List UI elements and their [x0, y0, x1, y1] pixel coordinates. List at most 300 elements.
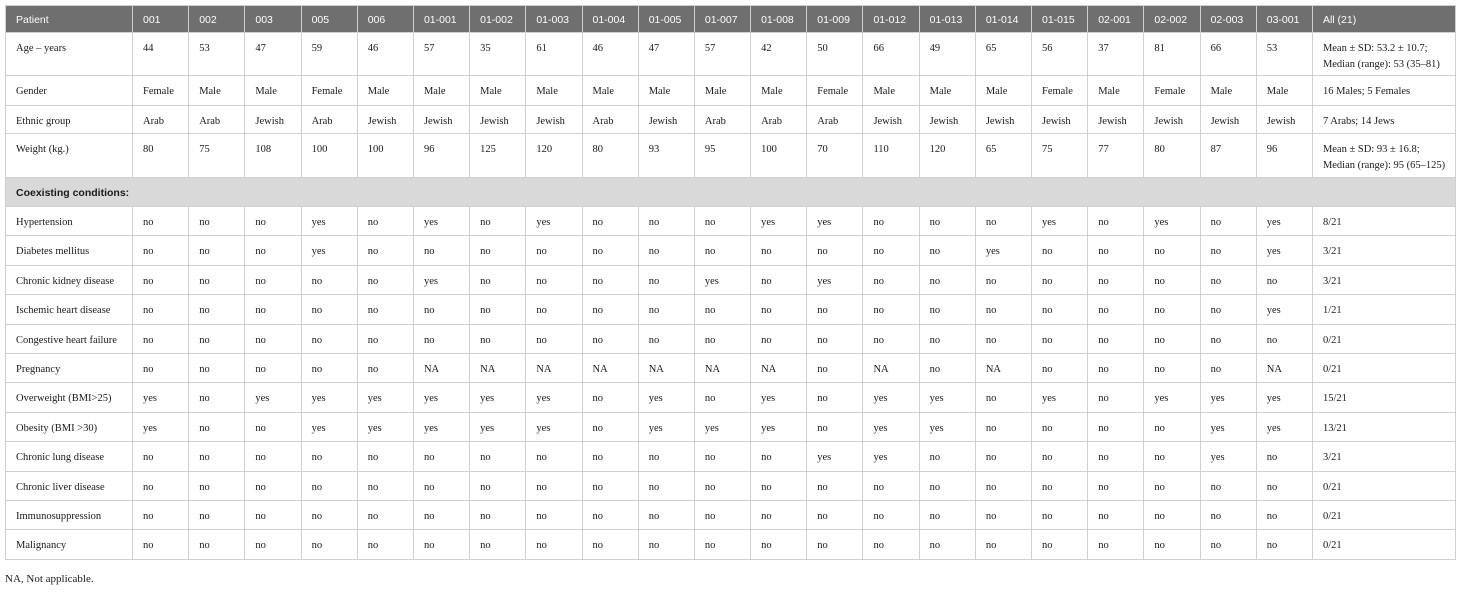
table-cell: no — [189, 324, 245, 353]
table-cell: no — [413, 324, 469, 353]
table-cell: no — [1032, 442, 1088, 471]
table-cell: no — [470, 471, 526, 500]
table-cell: yes — [357, 383, 413, 412]
summary-cell: 16 Males; 5 Females — [1312, 76, 1455, 106]
row-label: Malignancy — [6, 530, 133, 559]
table-cell: no — [1088, 324, 1144, 353]
summary-cell: 0/21 — [1312, 500, 1455, 529]
table-cell: yes — [638, 383, 694, 412]
header-patient-id: 01-007 — [694, 6, 750, 33]
table-cell: no — [245, 295, 301, 324]
condition-row — [6, 295, 1456, 324]
table-cell: 65 — [975, 33, 1031, 76]
table-cell: no — [638, 471, 694, 500]
table-cell: no — [1032, 265, 1088, 294]
condition-row — [6, 265, 1456, 294]
table-cell: Jewish — [919, 106, 975, 134]
table-cell: Arab — [751, 106, 807, 134]
demographic-row — [6, 76, 1456, 106]
header-patient-id: 01-003 — [526, 6, 582, 33]
table-cell: no — [863, 530, 919, 559]
table-cell: no — [357, 442, 413, 471]
header-patient-id: 01-005 — [638, 6, 694, 33]
table-cell: Male — [694, 76, 750, 106]
table-cell: no — [245, 412, 301, 441]
table-cell: no — [919, 500, 975, 529]
table-cell: NA — [863, 353, 919, 382]
header-patient-id: 01-013 — [919, 6, 975, 33]
table-cell: no — [582, 500, 638, 529]
table-cell: no — [1256, 530, 1312, 559]
table-cell: Female — [1032, 76, 1088, 106]
table-cell: Male — [245, 76, 301, 106]
table-cell: yes — [133, 412, 189, 441]
table-cell: Male — [863, 76, 919, 106]
table-cell: no — [863, 265, 919, 294]
table-cell: no — [807, 412, 863, 441]
table-cell: no — [245, 265, 301, 294]
table-cell: no — [189, 412, 245, 441]
table-cell: no — [133, 207, 189, 236]
table-cell: no — [582, 412, 638, 441]
row-label: Pregnancy — [6, 353, 133, 382]
table-cell: Male — [1200, 76, 1256, 106]
table-cell: Male — [1088, 76, 1144, 106]
table-cell: no — [919, 236, 975, 265]
summary-cell: Mean ± SD: 93 ± 16.8; Median (range): 95 (65–125) — [1312, 134, 1455, 178]
header-patient-id: 003 — [245, 6, 301, 33]
table-cell: no — [133, 500, 189, 529]
table-cell: no — [751, 442, 807, 471]
table-cell: yes — [526, 207, 582, 236]
table-cell: no — [189, 265, 245, 294]
table-cell: yes — [526, 412, 582, 441]
table-cell: 35 — [470, 33, 526, 76]
table-cell: no — [301, 265, 357, 294]
table-cell: no — [526, 295, 582, 324]
table-cell: no — [133, 353, 189, 382]
summary-cell: 3/21 — [1312, 265, 1455, 294]
table-cell: NA — [526, 353, 582, 382]
table-cell: yes — [1144, 383, 1200, 412]
table-cell: yes — [1256, 236, 1312, 265]
table-cell: no — [133, 236, 189, 265]
table-cell: no — [245, 353, 301, 382]
table-cell: 47 — [245, 33, 301, 76]
table-cell: no — [470, 324, 526, 353]
table-cell: no — [301, 530, 357, 559]
table-cell: yes — [526, 383, 582, 412]
table-cell: no — [1144, 353, 1200, 382]
table-cell: 70 — [807, 134, 863, 178]
table-cell: yes — [1256, 383, 1312, 412]
table-cell: no — [919, 442, 975, 471]
table-cell: no — [638, 236, 694, 265]
summary-cell: 0/21 — [1312, 324, 1455, 353]
table-cell: no — [807, 500, 863, 529]
table-cell: no — [863, 207, 919, 236]
table-cell: no — [1200, 500, 1256, 529]
table-cell: no — [413, 500, 469, 529]
table-cell: no — [301, 500, 357, 529]
table-cell: no — [807, 530, 863, 559]
table-cell: no — [975, 295, 1031, 324]
table-cell: no — [470, 207, 526, 236]
summary-cell: 1/21 — [1312, 295, 1455, 324]
table-cell: no — [133, 295, 189, 324]
table-cell: yes — [919, 412, 975, 441]
table-cell: no — [863, 236, 919, 265]
table-cell: no — [526, 324, 582, 353]
table-cell: no — [357, 530, 413, 559]
row-label: Diabetes mellitus — [6, 236, 133, 265]
table-cell: yes — [1144, 207, 1200, 236]
table-cell: no — [1144, 500, 1200, 529]
table-cell: 81 — [1144, 33, 1200, 76]
table-cell: 49 — [919, 33, 975, 76]
table-cell: no — [1200, 530, 1256, 559]
table-cell: 96 — [413, 134, 469, 178]
table-header-row — [6, 6, 1456, 33]
summary-cell: 0/21 — [1312, 530, 1455, 559]
table-cell: no — [975, 500, 1031, 529]
condition-row — [6, 324, 1456, 353]
table-cell: no — [1032, 530, 1088, 559]
table-cell: no — [133, 324, 189, 353]
table-cell: no — [413, 295, 469, 324]
table-cell: no — [1088, 295, 1144, 324]
table-cell: no — [301, 471, 357, 500]
table-cell: no — [638, 207, 694, 236]
table-cell: 80 — [133, 134, 189, 178]
header-patient-id: 01-012 — [863, 6, 919, 33]
table-cell: no — [357, 324, 413, 353]
summary-cell: 7 Arabs; 14 Jews — [1312, 106, 1455, 134]
condition-row — [6, 207, 1456, 236]
table-cell: no — [1088, 471, 1144, 500]
table-cell: 50 — [807, 33, 863, 76]
header-patient-id: 01-014 — [975, 6, 1031, 33]
table-cell: Jewish — [1200, 106, 1256, 134]
table-cell: yes — [1256, 295, 1312, 324]
table-container — [5, 5, 1455, 560]
table-cell: no — [413, 442, 469, 471]
table-cell: no — [694, 383, 750, 412]
table-cell: no — [638, 530, 694, 559]
summary-cell: 3/21 — [1312, 236, 1455, 265]
table-cell: 37 — [1088, 33, 1144, 76]
table-cell: Male — [470, 76, 526, 106]
table-cell: Jewish — [1032, 106, 1088, 134]
table-cell: no — [245, 207, 301, 236]
table-cell: yes — [301, 236, 357, 265]
table-cell: Jewish — [470, 106, 526, 134]
table-cell: no — [807, 324, 863, 353]
table-cell: no — [1088, 412, 1144, 441]
table-cell: no — [357, 471, 413, 500]
table-cell: no — [807, 236, 863, 265]
table-cell: no — [189, 471, 245, 500]
table-cell: no — [1032, 295, 1088, 324]
table-cell: no — [413, 471, 469, 500]
table-cell: Female — [1144, 76, 1200, 106]
table-cell: no — [470, 500, 526, 529]
table-cell: no — [975, 383, 1031, 412]
table-cell: Jewish — [975, 106, 1031, 134]
table-cell: no — [245, 530, 301, 559]
table-cell: no — [526, 471, 582, 500]
table-cell: no — [694, 207, 750, 236]
table-cell: no — [189, 530, 245, 559]
table-cell: no — [1144, 412, 1200, 441]
table-cell: no — [975, 412, 1031, 441]
table-cell: no — [189, 383, 245, 412]
table-cell: 87 — [1200, 134, 1256, 178]
table-cell: no — [133, 530, 189, 559]
table-cell: no — [582, 383, 638, 412]
table-cell: no — [694, 471, 750, 500]
table-cell: 120 — [526, 134, 582, 178]
header-patient: Patient — [6, 6, 133, 33]
table-cell: Female — [301, 76, 357, 106]
row-label: Weight (kg.) — [6, 134, 133, 178]
table-cell: no — [189, 442, 245, 471]
table-cell: no — [470, 265, 526, 294]
table-cell: yes — [807, 207, 863, 236]
table-cell: Male — [582, 76, 638, 106]
table-cell: no — [357, 265, 413, 294]
table-cell: no — [582, 530, 638, 559]
header-patient-id: 01-001 — [413, 6, 469, 33]
table-cell: no — [638, 265, 694, 294]
table-cell: yes — [413, 383, 469, 412]
row-label: Ethnic group — [6, 106, 133, 134]
table-cell: Jewish — [1088, 106, 1144, 134]
table-cell: no — [245, 324, 301, 353]
table-cell: no — [919, 295, 975, 324]
table-cell: yes — [470, 412, 526, 441]
table-cell: yes — [1256, 207, 1312, 236]
table-cell: Male — [189, 76, 245, 106]
table-cell: no — [357, 500, 413, 529]
table-cell: no — [1200, 471, 1256, 500]
table-cell: no — [1144, 324, 1200, 353]
table-cell: no — [751, 500, 807, 529]
table-cell: no — [1200, 295, 1256, 324]
table-cell: yes — [638, 412, 694, 441]
table-cell: no — [133, 471, 189, 500]
header-patient-id: 01-015 — [1032, 6, 1088, 33]
header-patient-id: 01-008 — [751, 6, 807, 33]
table-cell: no — [751, 295, 807, 324]
table-cell: NA — [582, 353, 638, 382]
row-label: Chronic kidney disease — [6, 265, 133, 294]
table-cell: 75 — [1032, 134, 1088, 178]
table-cell: no — [1032, 353, 1088, 382]
table-cell: NA — [751, 353, 807, 382]
table-cell: no — [751, 236, 807, 265]
table-cell: yes — [863, 442, 919, 471]
table-cell: yes — [1200, 383, 1256, 412]
table-cell: no — [1032, 412, 1088, 441]
table-cell: no — [1088, 236, 1144, 265]
table-cell: 42 — [751, 33, 807, 76]
table-cell: Arab — [189, 106, 245, 134]
table-cell: Jewish — [1144, 106, 1200, 134]
table-cell: 53 — [189, 33, 245, 76]
table-cell: 46 — [357, 33, 413, 76]
table-cell: no — [1032, 236, 1088, 265]
table-cell: Jewish — [638, 106, 694, 134]
table-cell: no — [975, 442, 1031, 471]
table-cell: no — [245, 236, 301, 265]
table-cell: no — [189, 295, 245, 324]
table-cell: no — [1256, 500, 1312, 529]
summary-cell: 0/21 — [1312, 471, 1455, 500]
table-cell: yes — [863, 383, 919, 412]
table-cell: no — [807, 295, 863, 324]
table-cell: yes — [1200, 442, 1256, 471]
table-footnote: NA, Not applicable. — [5, 573, 94, 585]
table-cell: NA — [1256, 353, 1312, 382]
table-cell: 56 — [1032, 33, 1088, 76]
row-label: Age – years — [6, 33, 133, 76]
table-cell: yes — [1032, 207, 1088, 236]
table-cell: no — [638, 324, 694, 353]
table-cell: no — [189, 500, 245, 529]
table-cell: NA — [638, 353, 694, 382]
section-label: Coexisting conditions: — [6, 178, 1456, 207]
table-cell: no — [1088, 530, 1144, 559]
table-cell: no — [694, 295, 750, 324]
table-cell: Male — [526, 76, 582, 106]
condition-row — [6, 236, 1456, 265]
table-cell: Jewish — [245, 106, 301, 134]
table-cell: 100 — [301, 134, 357, 178]
table-cell: no — [807, 471, 863, 500]
table-cell: no — [357, 353, 413, 382]
table-cell: no — [526, 442, 582, 471]
table-cell: no — [751, 265, 807, 294]
table-cell: no — [919, 265, 975, 294]
header-patient-id: 02-001 — [1088, 6, 1144, 33]
table-cell: no — [638, 500, 694, 529]
table-cell: 110 — [863, 134, 919, 178]
table-cell: yes — [751, 383, 807, 412]
header-patient-id: 005 — [301, 6, 357, 33]
table-cell: yes — [1256, 412, 1312, 441]
summary-cell: 13/21 — [1312, 412, 1455, 441]
table-cell: no — [919, 471, 975, 500]
table-cell: no — [1144, 236, 1200, 265]
table-cell: Male — [413, 76, 469, 106]
table-cell: no — [470, 530, 526, 559]
table-cell: no — [863, 295, 919, 324]
table-cell: no — [245, 471, 301, 500]
table-cell: no — [526, 236, 582, 265]
table-cell: Jewish — [413, 106, 469, 134]
table-cell: NA — [975, 353, 1031, 382]
summary-cell: 3/21 — [1312, 442, 1455, 471]
table-cell: Arab — [301, 106, 357, 134]
condition-row — [6, 500, 1456, 529]
header-patient-id: 001 — [133, 6, 189, 33]
condition-row — [6, 442, 1456, 471]
table-cell: NA — [694, 353, 750, 382]
condition-row — [6, 471, 1456, 500]
table-cell: 47 — [638, 33, 694, 76]
table-cell: Male — [751, 76, 807, 106]
table-cell: no — [807, 383, 863, 412]
table-cell: no — [189, 207, 245, 236]
table-cell: no — [975, 530, 1031, 559]
table-cell: no — [133, 442, 189, 471]
table-cell: yes — [975, 236, 1031, 265]
table-cell: 125 — [470, 134, 526, 178]
header-patient-id: 01-004 — [582, 6, 638, 33]
table-cell: Arab — [133, 106, 189, 134]
table-cell: 57 — [413, 33, 469, 76]
table-cell: no — [133, 265, 189, 294]
table-cell: no — [694, 236, 750, 265]
table-cell: yes — [301, 207, 357, 236]
table-cell: no — [1256, 442, 1312, 471]
table-cell: yes — [694, 412, 750, 441]
section-header-row — [6, 178, 1456, 207]
table-cell: yes — [133, 383, 189, 412]
table-cell: no — [638, 295, 694, 324]
table-cell: no — [694, 442, 750, 471]
table-cell: 100 — [357, 134, 413, 178]
table-cell: no — [975, 265, 1031, 294]
table-cell: yes — [863, 412, 919, 441]
table-cell: no — [357, 236, 413, 265]
table-cell: no — [863, 471, 919, 500]
row-label: Chronic liver disease — [6, 471, 133, 500]
table-cell: Male — [638, 76, 694, 106]
table-cell: no — [526, 265, 582, 294]
table-cell: no — [301, 442, 357, 471]
table-cell: 44 — [133, 33, 189, 76]
table-cell: yes — [413, 265, 469, 294]
table-cell: no — [301, 353, 357, 382]
demographic-row — [6, 106, 1456, 134]
table-cell: no — [1144, 265, 1200, 294]
condition-row — [6, 530, 1456, 559]
summary-cell: 0/21 — [1312, 353, 1455, 382]
table-cell: yes — [413, 207, 469, 236]
table-cell: no — [975, 471, 1031, 500]
table-cell: no — [975, 324, 1031, 353]
table-cell: yes — [751, 412, 807, 441]
table-cell: yes — [245, 383, 301, 412]
table-cell: no — [470, 442, 526, 471]
table-cell: NA — [413, 353, 469, 382]
table-cell: no — [582, 442, 638, 471]
summary-cell: 15/21 — [1312, 383, 1455, 412]
table-cell: no — [413, 236, 469, 265]
table-cell: no — [1200, 353, 1256, 382]
table-cell: no — [301, 324, 357, 353]
table-cell: Jewish — [863, 106, 919, 134]
table-cell: no — [1088, 442, 1144, 471]
row-label: Ischemic heart disease — [6, 295, 133, 324]
table-cell: no — [1144, 530, 1200, 559]
table-cell: 100 — [751, 134, 807, 178]
table-cell: no — [919, 353, 975, 382]
row-label: Gender — [6, 76, 133, 106]
table-cell: yes — [694, 265, 750, 294]
